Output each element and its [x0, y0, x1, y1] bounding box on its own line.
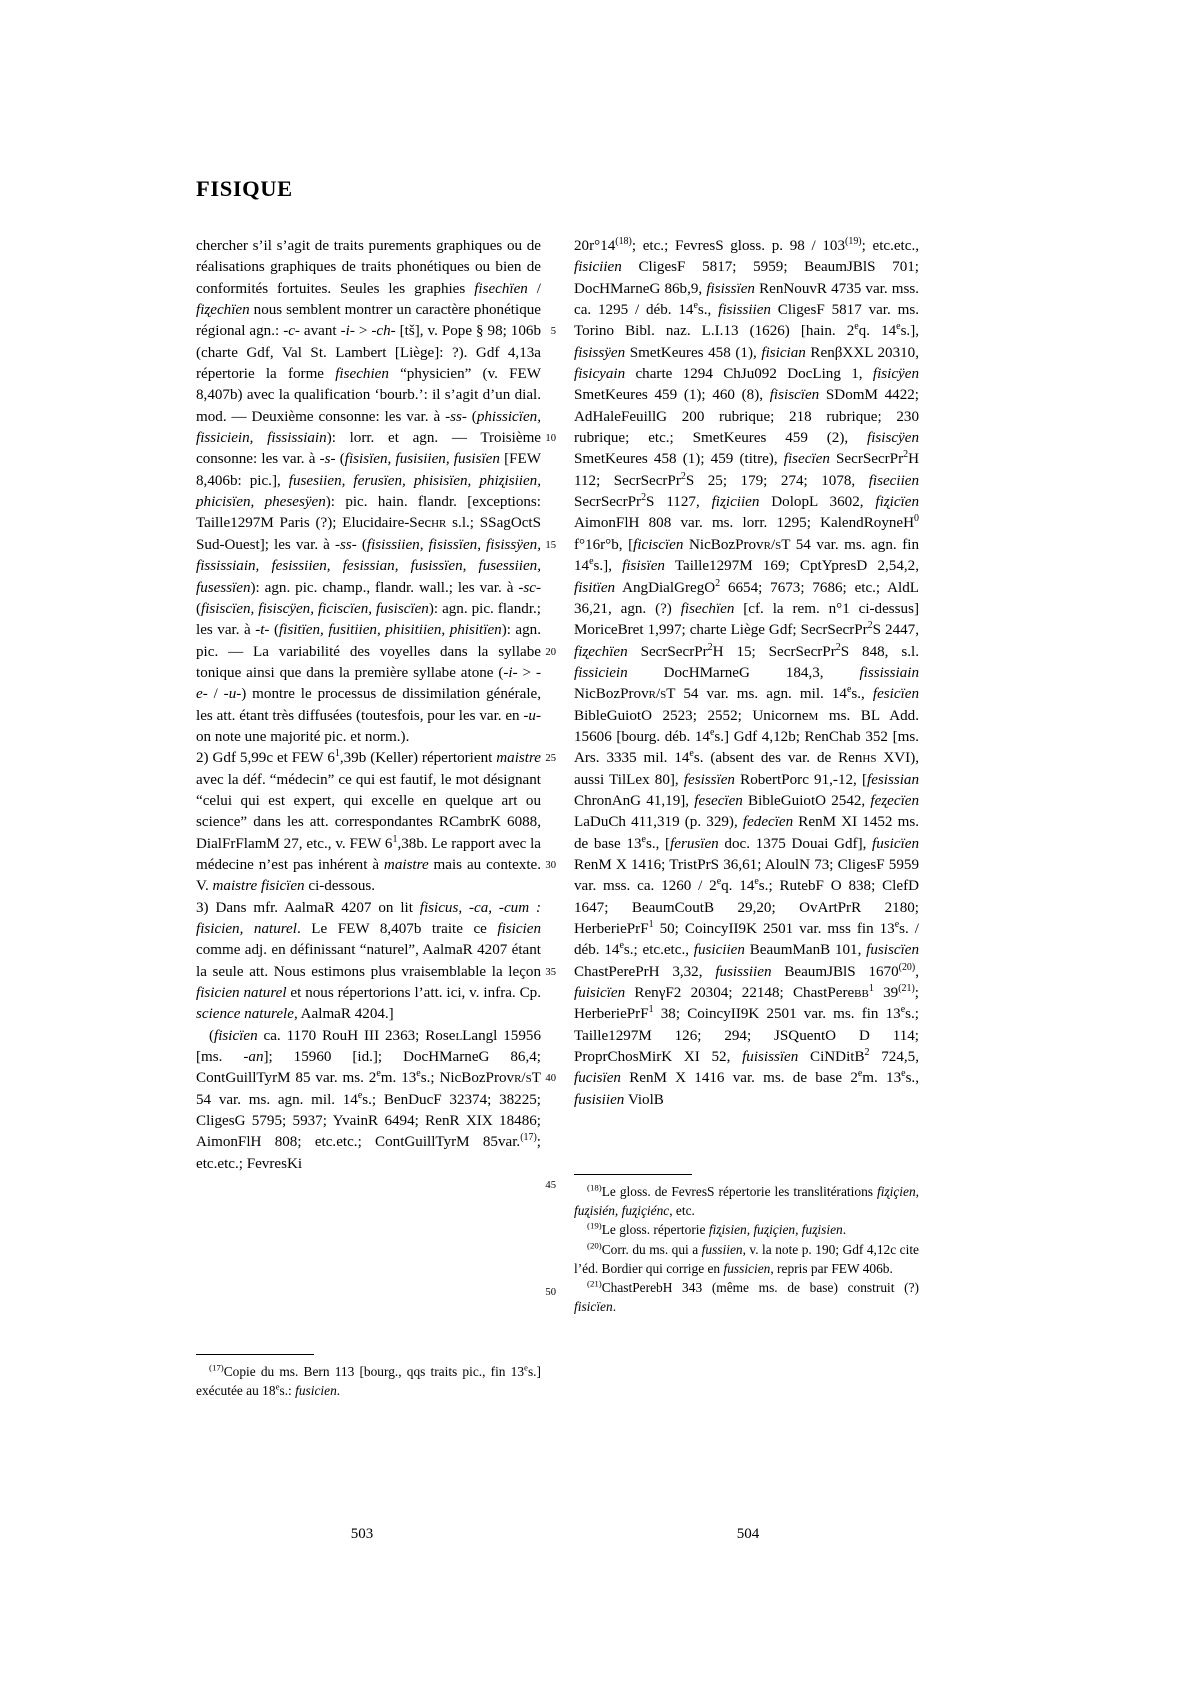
left-column-text [196, 236, 541, 1175]
footnote: $^{(18)}$Le gloss. de FevresS répertorie les translitérations fiʐiçien, fuʐisién, fuʐiçiénc, etc. [574, 1182, 919, 1219]
paragraph: (fisicïen ca. 1170 RouH III 2363; RoselLangl 15956 [ms. -an]; 15960 [id.]; DocHMarneG 86,4; ContGuillTyrM 85 var. ms. 2em. 13es.; NicBozProvr/sT 54 var. ms. agn. mil. 14es.; BenDucF 32374; 38225; CligesG 5795; 5937; YvainR 6494; RenR XIX 18486; AimonFlH 808; etc.etc.; ContGuillTyrM 85var.$^{(17)}$; etc.etc.; FevresKi [196, 1027, 541, 1172]
paragraph: 20r°14$^{(18)}$; etc.; FevresS gloss. p. 98 / 103$^{(19)}$; etc.etc., fisiciien CligesF 5817; 5959; BeaumJBlS 701; DocHMarneG 86b,9, fisissïen RenNouvR 4735 var. mss. ca. 1295 / déb. 14es., fisissiien CligesF 5817 var. ms. Torino Bibl. naz. L.I.13 (1626) [hain. 2eq. 14es.], fisissÿen SmetKeures 458 (1), fisician RenβXXL 20310, fisicyain charte 1294 ChJu092 DocLing 1, fisicÿen SmetKeures 459 (1); 460 (8), fisiscïen SDomM 4422; AdHaleFeuillG 200 rubrique; 218 rubrique; 230 rubrique; etc.; SmetKeures 459 (2), fisiscÿen SmetKeures 458 (1); 459 (titre), fisecïen SecrSecrPr$^2$H 112; SecrSecrPr$^2$S 25; 179; 274; 1078, fiseciien SecrSecrPr$^2$S 1127, fiʐiciien DolopL 3602, fiʐicïen AimonFlH 808 var. ms. lorr. 1295; KalendRoyneH$^0$ f°16r°b, [ficiscïen NicBozProvr/sT 54 var. ms. agn. fin 14es.], fisisïen Taille1297M 169; CptYpresD 2,54,2, fisitïen AngDialGregO$^2$ 6654; 7673; 7686; etc.; AldL 36,21, agn. (?) fisechïen [cf. la rem. n°1 ci-dessus] MoriceBret 1,997; charte Liège Gdf; SecrSecrPr$^2$S 2447, fiʐechïen SecrSecrPr$^2$H 15; SecrSecrPr$^2$S 848, s.l. fissiciein DocHMarneG 184,3, fississiain NicBozProvr/sT 54 var. ms. agn. mil. 14es., fesicïen BibleGuiotO 2523; 2552; Unicornem ms. BL Add. 15606 [bourg. déb. 14es.] Gdf 4,12b; RenChab 352 [ms. Ars. 3335 mil. 14es. (absent des var. de Renhs XVI), aussi TilLex 80], fesissïen RobertPorc 91,-12, [fesissian ChronAnG 41,19], fesecïen BibleGuiotO 2542, feʐecïen LaDuCh 411,319 (p. 329), fedecïen RenM XI 1452 ms. de base 13es., [ferusïen doc. 1375 Douai Gdf], fusicïen RenM X 1416; TristPrS 36,61; AloulN 73; CligesF 5959 var. mss. ca. 1260 / 2eq. 14es.; RutebF O 838; ClefD 1647; BeaumCoutB 29,20; OvArtPrR 2180; HerberiePrF$^1$ 50; CoincyII9K 2501 var. mss fin 13es. / déb. 14es.; etc.etc., fusiciien BeaumManB 101, fusiscïen ChastPerePrH 3,32, fusissiien BeaumJBlS 1670$^{(20)}$, fuisicïen RenγF2 20304; 22148; ChastPerebb$^1$ 39$^{(21)}$; HerberiePrF$^1$ 38; CoincyII9K 2501 var. ms. fin 13es.; Taille1297M 126; 294; JSQuentO D 114; ProprChosMirK XI 52, fuisissïen CiNDitB$^2$ 724,5, fucisïen RenM X 1416 var. ms. de base 2em. 13es., fusisiien ViolB [574, 235, 920, 1108]
footnote: $^{(19)}$Le gloss. répertorie fiʐisien, fuʐiçien, fuʐisien. [587, 1220, 847, 1238]
line-number: 10 [545, 433, 556, 445]
page-number-right: 504 [736, 1526, 760, 1542]
page-title: FISIQUE [196, 176, 293, 201]
footnote-separator-rule [574, 1174, 692, 1175]
paragraph: 2) Gdf 5,99c et FEW $6^1,39b$ (Keller) répertorient maistre avec la déf. “médecin” ce qui est fautif, le mot désignant “celui qui est expert, qui excelle en quelque art ou science” dans les att. correspondantes RCambrK 6088, DialFrFlamM 27, etc., v. FEW $6^1,38b$. Le rapport avec la médecine n’est pas inhérent à maistre mais au contexte. V. maistre fisicïen ci-dessous. [196, 748, 541, 895]
footnote: $^{(21)}$ChastPerebH 343 (même ms. de base) construit (?) fisicïen. [574, 1278, 919, 1315]
footnote-separator-rule [196, 1354, 314, 1355]
line-number: 25 [545, 753, 556, 765]
line-number: 35 [545, 966, 556, 978]
paragraph: chercher s’il s’agit de traits purements graphiques ou de réalisations graphiques de traits phonétiques ou bien de conformités fortuites. Seules les graphies fisechïen / fiʐechïen nous semblent montrer un caractère phonétique régional agn.: -c- avant -i- > -ch- [tš], v. Pope § 98; 106b (charte Gdf, Val St. Lambert [Liège]: ?). Gdf 4,13a répertorie la forme fisechien “physicien” (v. FEW 8,407b) avec la qualification ‘bourb.’: il s’agit d’un dial. mod. — Deuxième consonne: les var. à -ss- (phissicïen, fissiciein, fississiain): lorr. et agn. — Troisième consonne: les var. à -s- (fisisïen, fusisiien, fusisïen [FEW 8,406b: pic.], fusesiien, ferusïen, phisisïen, phiʐisiien, phicisïen, phesesÿen): pic. hain. flandr. [exceptions: Taille1297M Paris (?); Elucidaire-Sechr s.l.; SSagOctS Sud-Ouest]; les var. à -ss- (fisissiien, fisissïen, fisissÿen, fississiain, fesissiien, fesissian, fusissïen, fusessiien, fusessïen): agn. pic. champ., flandr. wall.; les var. à -sc- (fisiscïen, fisiscÿen, ficiscïen, fusiscïen): agn. pic. flandr.; les var. à -t- (fisitïen, fusitiien, phisitiien, phisitïen): agn. pic. — La variabilité des voyelles dans la syllabe tonique ainsi que dans la première syllabe atone (-i- > -e- / -u-) montre le processus de dissimilation générale, les att. étant très diffusées (toutesfois, pour les var. en -u- on note une majorité pic. et norm.). [196, 238, 542, 745]
line-number: 50 [545, 1286, 556, 1298]
line-number: 40 [545, 1073, 556, 1085]
footnote: $^{(20)}$Corr. du ms. qui a fussiien, v. la note p. 190; Gdf 4,12c cite l’éd. Bordier qui corrige en fussicien, repris par FEW 406b. [574, 1240, 920, 1276]
right-column-text [574, 236, 919, 1111]
line-number: 15 [545, 539, 556, 551]
footnote: $^{(17)}$Copie du ms. Bern 113 [bourg., qqs traits pic., fin 13es.] exécutée au 18es.: fusicien. [196, 1362, 541, 1399]
line-number: 30 [545, 859, 556, 871]
line-number: 20 [545, 646, 556, 658]
left-column-footnotes [196, 1354, 541, 1400]
line-number-gutter [534, 236, 556, 1346]
line-number: 45 [545, 1180, 556, 1192]
page-number-left: 503 [350, 1526, 374, 1542]
right-column-footnotes [574, 1174, 919, 1316]
paragraph: 3) Dans mfr. AalmaR 4207 on lit fisicus, -ca, -cum : fisicien, naturel. Le FEW 8,407b traite ce fisicien comme adj. en définissant “naturel”, AalmaR 4207 étant la seule att. Nous estimons plus vraisemblable la leçon fisicien naturel et nous répertorions l’att. ici, v. infra. Cp. science naturele, AalmaR 4204.] [196, 899, 541, 1023]
line-number: 5 [550, 326, 556, 338]
left-column [196, 236, 541, 1175]
